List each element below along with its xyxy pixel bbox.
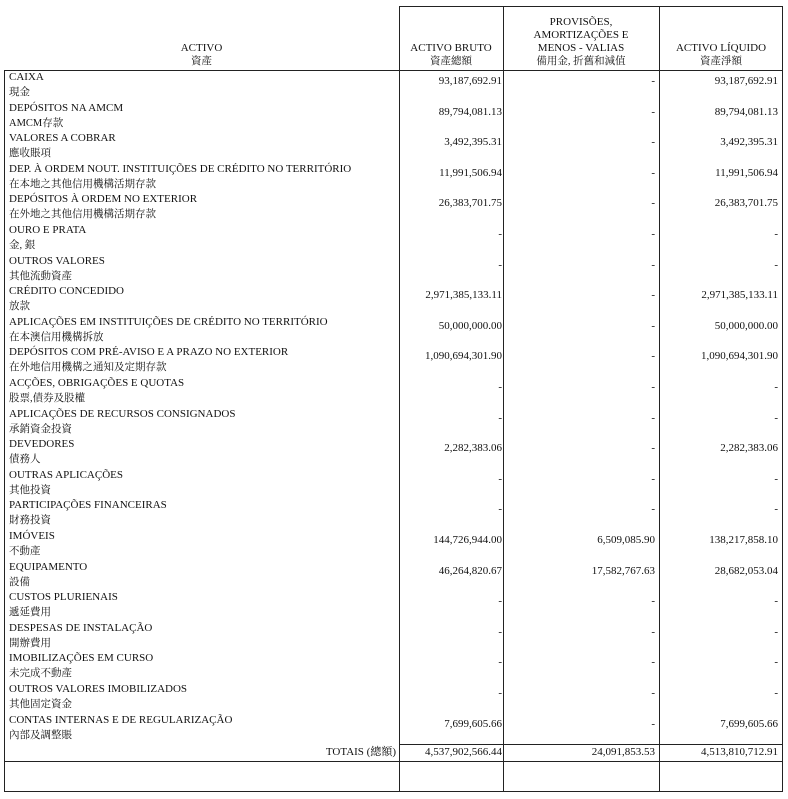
header-prov-zh: 備用金, 折舊和減值 [536, 56, 626, 67]
table-row [4, 71, 783, 102]
header-liq-zh: 資產淨額 [700, 56, 742, 67]
table-row [4, 561, 783, 592]
row-activo-liquido: - [774, 258, 778, 271]
row-label-zh: 在本地之其他信用機構活期存款 [9, 178, 156, 190]
row-activo-bruto: 1,090,694,301.90 [425, 350, 502, 363]
row-label-pt: VALORES A COBRAR [9, 132, 116, 145]
row-activo-bruto: 46,264,820.67 [438, 564, 502, 577]
row-label-zh: 遞延費用 [9, 607, 51, 619]
balance-sheet-table [4, 6, 783, 792]
row-label-zh: 內部及調整賬 [9, 729, 72, 741]
header-liq-pt: ACTIVO LÍQUIDO [675, 42, 767, 54]
row-activo-bruto: 2,282,383.06 [444, 442, 502, 455]
row-provisoes: - [651, 717, 655, 730]
row-activo-bruto: - [498, 472, 502, 485]
row-activo-bruto: 50,000,000.00 [438, 319, 502, 332]
row-activo-bruto: 26,383,701.75 [438, 197, 502, 210]
row-activo-bruto: 2,971,385,133.11 [425, 289, 502, 302]
row-provisoes: - [651, 381, 655, 393]
row-label-zh: 其他流動資產 [9, 270, 72, 282]
row-activo-liquido: - [774, 472, 778, 485]
table-row [4, 622, 783, 653]
row-activo-liquido: 11,991,506.94 [715, 166, 778, 179]
row-activo-liquido: - [774, 503, 778, 516]
table-row [4, 591, 783, 622]
row-label-pt: CAIXA [9, 71, 44, 83]
row-activo-liquido: 1,090,694,301.90 [701, 350, 778, 363]
row-activo-liquido: 2,282,383.06 [720, 442, 778, 455]
row-activo-bruto: - [498, 687, 502, 699]
row-label-zh: 設備 [9, 576, 30, 588]
header-bruto-zh: 資產總額 [430, 56, 472, 67]
row-label-zh: 放款 [9, 301, 30, 313]
row-label-zh: 在本澳信用機構拆放 [9, 331, 104, 343]
table-row [4, 346, 783, 377]
table-row [4, 530, 783, 561]
row-label-pt: EQUIPAMENTO [9, 560, 88, 573]
row-label-pt: ACÇÕES, OBRIGAÇÕES E QUOTAS [9, 377, 185, 389]
row-activo-bruto: 89,794,081.13 [438, 105, 502, 118]
row-activo-bruto: - [498, 381, 502, 393]
table-row [4, 499, 783, 530]
totals-row [4, 746, 783, 760]
row-label-pt: APLICAÇÕES DE RECURSOS CONSIGNADOS [9, 407, 236, 420]
row-label-zh: 現金 [9, 87, 30, 98]
table-row [4, 132, 783, 163]
row-label-pt: CONTAS INTERNAS E DE REGULARIZAÇÃO [9, 713, 233, 726]
row-label-pt: OURO E PRATA [9, 224, 87, 236]
row-provisoes: - [651, 228, 655, 240]
row-activo-liquido: - [774, 381, 778, 393]
row-label-pt: OUTROS VALORES [9, 254, 105, 267]
row-label-zh: AMCM存款 [9, 117, 64, 129]
row-provisoes: - [651, 687, 655, 699]
row-label-pt: DEVEDORES [9, 438, 75, 451]
row-activo-bruto: - [498, 656, 502, 669]
row-activo-liquido: 3,492,395.31 [720, 136, 778, 149]
row-provisoes: - [651, 289, 655, 302]
row-activo-bruto: 3,492,395.31 [444, 136, 502, 149]
row-activo-bruto: - [498, 625, 502, 638]
row-provisoes: - [651, 503, 655, 516]
row-label-pt: DEPÓSITOS COM PRÉ-AVISO E A PRAZO NO EXTERIOR [9, 346, 289, 359]
row-provisoes: - [651, 319, 655, 332]
totals-bottom-border [4, 761, 783, 762]
header-prov-pt-3: MENOS - VALIAS [537, 42, 625, 54]
row-provisoes: - [651, 442, 655, 455]
row-activo-bruto: 144,726,944.00 [433, 534, 502, 546]
header-bruto-pt: ACTIVO BRUTO [410, 42, 492, 54]
table-bottom-border [4, 791, 783, 792]
row-provisoes: - [651, 258, 655, 271]
row-activo-liquido: - [774, 411, 778, 424]
row-label-pt: PARTICIPAÇÕES FINANCEIRAS [9, 499, 167, 512]
header-provisoes [503, 6, 659, 70]
row-activo-liquido: 50,000,000.00 [714, 319, 778, 332]
row-provisoes: - [651, 197, 655, 210]
row-label-zh: 股票,債券及股權 [9, 393, 86, 404]
row-label-zh: 開辦費用 [9, 637, 51, 649]
table-row [4, 714, 783, 745]
header-activo-pt: ACTIVO [180, 42, 223, 54]
row-label-zh: 債務人 [9, 454, 41, 466]
row-label-zh: 承銷資金投資 [9, 423, 72, 435]
row-activo-bruto: 11,991,506.94 [439, 166, 502, 179]
row-provisoes: - [651, 625, 655, 638]
totals-bruto: 4,537,902,566.44 [425, 746, 502, 758]
header-activo [4, 6, 399, 70]
row-label-zh: 其他固定資金 [9, 699, 72, 710]
table-row [4, 193, 783, 224]
row-label-pt: CRÉDITO CONCEDIDO [9, 285, 124, 298]
table-row [4, 102, 783, 133]
row-label-zh: 財務投資 [9, 515, 51, 527]
row-activo-liquido: 89,794,081.13 [714, 105, 778, 118]
row-activo-bruto: - [498, 228, 502, 240]
row-provisoes: - [651, 75, 655, 87]
table-row [4, 224, 783, 255]
row-provisoes: - [651, 472, 655, 485]
header-activo-zh: 資產 [191, 56, 212, 67]
row-provisoes: - [651, 595, 655, 608]
row-provisoes: - [651, 350, 655, 363]
row-label-pt: DEPÓSITOS À ORDEM NO EXTERIOR [9, 193, 198, 206]
row-activo-liquido: 26,383,701.75 [714, 197, 778, 210]
row-activo-liquido: - [774, 656, 778, 669]
row-provisoes: 6,509,085.90 [597, 534, 655, 546]
row-label-pt: DEP. À ORDEM NOUT. INSTITUIÇÕES DE CRÉDITO NO TERRITÓRIO [9, 162, 352, 175]
row-label-zh: 在外地信用機構之通知及定期存款 [9, 362, 167, 374]
row-label-zh: 金, 銀 [9, 240, 36, 251]
row-label-zh: 其他投資 [9, 484, 51, 496]
row-label-zh: 不動產 [9, 546, 41, 557]
table-row [4, 285, 783, 316]
row-activo-bruto: - [498, 595, 502, 608]
row-provisoes: - [651, 656, 655, 669]
row-label-zh: 未完成不動產 [9, 668, 72, 680]
row-activo-liquido: - [774, 687, 778, 699]
table-row [4, 316, 783, 347]
row-label-pt: OUTROS VALORES IMOBILIZADOS [9, 683, 188, 695]
row-activo-liquido: 138,217,858.10 [709, 534, 778, 546]
totals-liquido: 4,513,810,712.91 [701, 746, 778, 758]
row-label-pt: DESPESAS DE INSTALAÇÃO [9, 621, 153, 634]
totals-provisoes: 24,091,853.53 [591, 746, 655, 758]
row-activo-bruto: - [498, 411, 502, 424]
row-activo-liquido: 93,187,692.91 [714, 75, 778, 87]
row-activo-liquido: 28,682,053.04 [714, 564, 778, 577]
header-prov-pt-1: PROVISÕES, [549, 16, 613, 28]
table-row [4, 683, 783, 714]
table-row [4, 652, 783, 683]
row-provisoes: - [651, 136, 655, 149]
row-activo-liquido: 2,971,385,133.11 [701, 289, 778, 302]
header-prov-pt-2: AMORTIZAÇÕES E [533, 29, 629, 41]
table-row [4, 377, 783, 408]
row-provisoes: - [651, 105, 655, 118]
row-label-pt: IMÓVEIS [9, 530, 55, 542]
row-activo-bruto: 7,699,605.66 [444, 717, 502, 730]
header-activo-liquido [659, 6, 783, 70]
row-label-pt: DEPÓSITOS NA AMCM [9, 101, 124, 114]
row-provisoes: 17,582,767.63 [591, 564, 655, 577]
table-row [4, 255, 783, 286]
table-row [4, 469, 783, 500]
row-activo-bruto: - [498, 503, 502, 516]
row-provisoes: - [651, 166, 655, 179]
row-activo-bruto: 93,187,692.91 [438, 75, 502, 87]
row-label-pt: APLICAÇÕES EM INSTITUIÇÕES DE CRÉDITO NO TERRITÓRIO [9, 315, 328, 328]
table-row [4, 163, 783, 194]
row-label-pt: IMOBILIZAÇÕES EM CURSO [9, 652, 154, 665]
row-activo-liquido: - [774, 595, 778, 608]
row-activo-liquido: - [774, 625, 778, 638]
header-activo-bruto [399, 6, 503, 70]
table-row [4, 408, 783, 439]
row-label-pt: CUSTOS PLURIENAIS [9, 591, 118, 604]
row-activo-liquido: - [774, 228, 778, 240]
row-label-pt: OUTRAS APLICAÇÕES [9, 468, 123, 481]
row-label-zh: 在外地之其他信用機構活期存款 [9, 209, 156, 221]
row-label-zh: 應收賬項 [9, 148, 51, 160]
row-activo-bruto: - [498, 258, 502, 271]
totals-label: TOTAIS (總額) [325, 746, 396, 758]
table-row [4, 438, 783, 469]
row-activo-liquido: 7,699,605.66 [720, 717, 778, 730]
row-provisoes: - [651, 411, 655, 424]
